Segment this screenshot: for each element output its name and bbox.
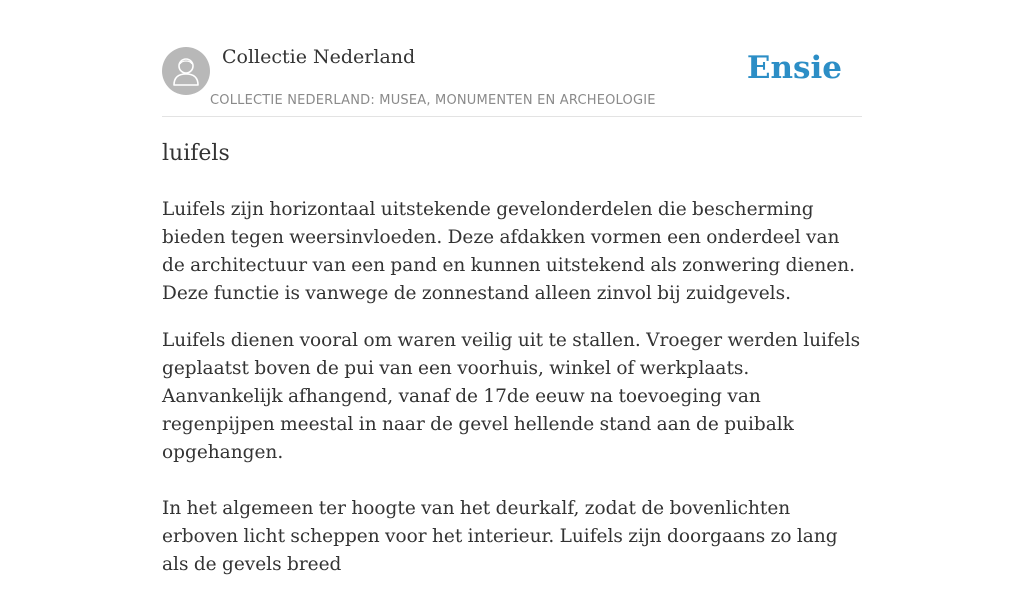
source-label-link[interactable]: COLLECTIE NEDERLAND: MUSEA, MONUMENTEN EN ARCHEOLOGIE bbox=[210, 93, 656, 108]
author-name-link[interactable]: Collectie Nederland bbox=[222, 46, 416, 68]
article-paragraph: Luifels zijn horizontaal uitstekende gevelonderdelen die bescherming bieden tegen weersinvloeden. Deze afdakken vormen een onderdeel van de architectuur van een pand en kunnen uitstekend als zonwering dienen. Deze functie is vanwege de zonnestand alleen zinvol bij zuidgevels. bbox=[162, 199, 855, 304]
article-paragraph: In het algemeen ter hoogte van het deurkalf, zodat de bovenlichten erboven licht scheppen voor het interieur. Luifels zijn doorgaans zo lang als de gevels breed bbox=[162, 498, 838, 575]
article-content bbox=[162, 138, 862, 598]
article-header bbox=[162, 44, 862, 117]
ensie-logo[interactable]: Ensie bbox=[746, 50, 842, 86]
article-title: luifels bbox=[162, 141, 230, 166]
article-paragraph: Luifels dienen vooral om waren veilig uit te stallen. Vroeger werden luifels geplaatst boven de pui van een voorhuis, winkel of werkplaats. Aanvankelijk afhangend, vanaf de 17de eeuw na toevoeging van regenpijpen meestal in naar de gevel hellende stand aan de puibalk opgehangen. bbox=[162, 330, 861, 463]
person-outline-icon bbox=[162, 47, 210, 95]
user-avatar-icon[interactable] bbox=[162, 47, 210, 95]
